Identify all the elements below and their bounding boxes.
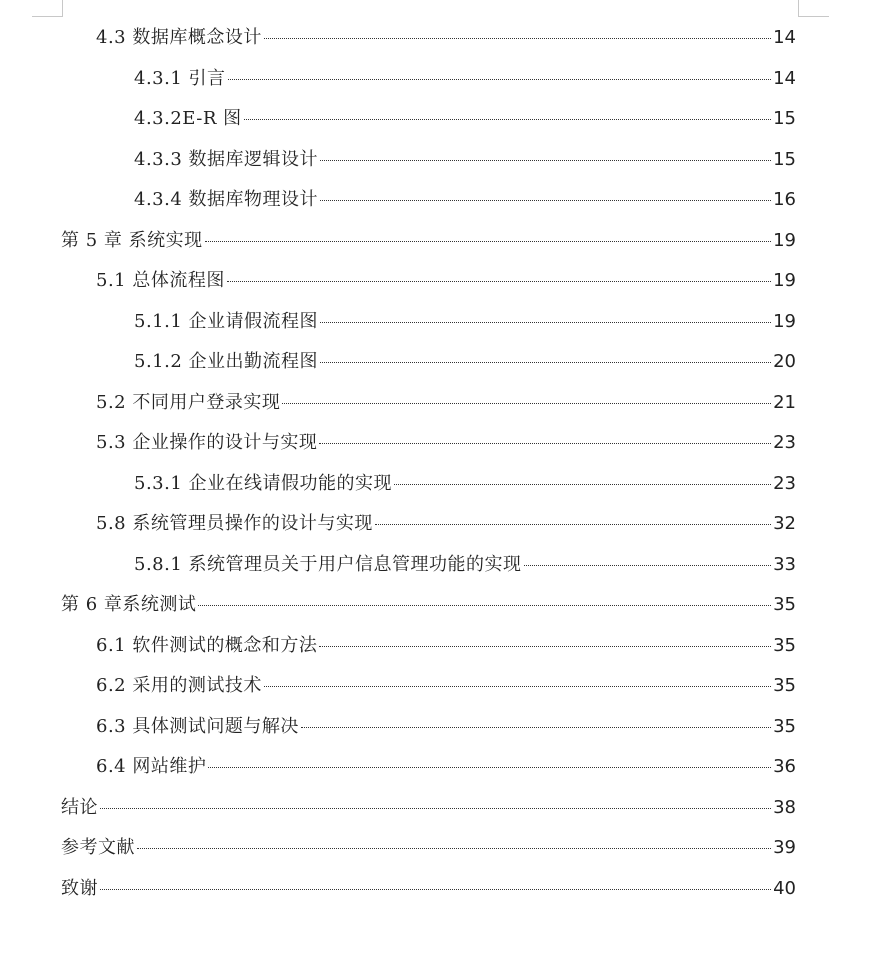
toc-entry-page-number: 19 [773,270,796,291]
toc-entry-title: 5.3 企业操作的设计与实现 [96,432,318,453]
toc-entry-title: 5.2 不同用户登录实现 [96,391,281,413]
toc-entry[interactable] [96,504,796,544]
toc-entry[interactable] [134,180,796,220]
toc-entry[interactable] [134,99,796,139]
toc-entry-page-number: 16 [773,189,796,210]
toc-dot-leader [100,808,771,809]
toc-entry-page-number: 39 [773,837,796,858]
toc-dot-leader [320,160,771,161]
toc-dot-leader [100,889,771,890]
toc-entry-title: 参考文献 [61,837,135,858]
toc-entry[interactable] [96,261,796,301]
toc-entry[interactable] [61,221,796,261]
toc-entry[interactable] [61,869,796,909]
toc-entry-title: 致谢 [61,877,98,899]
toc-dot-leader [198,605,771,606]
toc-entry-title: 4.3 数据库概念设计 [96,27,262,48]
toc-dot-leader [205,241,771,242]
toc-entry[interactable] [134,59,796,99]
toc-dot-leader [227,281,771,282]
toc-entry-page-number: 19 [773,229,796,251]
toc-entry[interactable] [96,707,796,747]
toc-entry-page-number: 14 [773,27,796,48]
toc-entry-page-number: 35 [773,634,796,656]
toc-dot-leader [394,484,771,485]
toc-entry[interactable] [134,302,796,342]
toc-entry-title: 4.3.4 数据库物理设计 [134,189,319,210]
toc-entry[interactable] [61,585,796,625]
toc-entry-page-number: 20 [773,351,796,372]
toc-dot-leader [137,848,771,849]
toc-entry[interactable] [134,545,796,585]
toc-entry[interactable] [96,423,796,463]
crop-mark-top-left [32,0,63,17]
toc-entry-title: 结论 [61,796,98,818]
toc-entry[interactable] [61,828,796,868]
toc-entry-page-number: 33 [773,553,796,575]
toc-dot-leader [319,646,771,647]
toc-entry-title: 6.2 采用的测试技术 [96,675,262,696]
toc-entry-page-number: 14 [773,67,796,89]
toc-dot-leader [282,403,771,404]
toc-entry-title: 5.1.2 企业出勤流程图 [134,351,319,372]
toc-entry[interactable] [134,342,796,382]
toc-entry-page-number: 15 [773,108,796,129]
toc-dot-leader [301,727,771,728]
toc-entry-title: 5.1.1 企业请假流程图 [134,310,319,332]
toc-entry[interactable] [61,788,796,828]
toc-entry-page-number: 15 [773,148,796,170]
toc-entry-title: 4.3.2E-R 图 [134,108,242,129]
toc-dot-leader [320,322,771,323]
toc-entry-title: 5.8 系统管理员操作的设计与实现 [96,513,373,534]
toc-entry-title: 6.4 网站维护 [96,756,207,777]
toc-dot-leader [244,119,771,120]
toc-entry-title: 5.8.1 系统管理员关于用户信息管理功能的实现 [134,553,522,575]
toc-entry-title: 第 6 章系统测试 [61,594,197,615]
toc-entry-page-number: 35 [773,594,796,615]
toc-entry-page-number: 35 [773,715,796,737]
toc-entry[interactable] [96,18,796,58]
toc-dot-leader [208,767,771,768]
toc-entry-page-number: 19 [773,310,796,332]
toc-entry[interactable] [96,747,796,787]
toc-entry-page-number: 23 [773,432,796,453]
toc-entry-title: 4.3.3 数据库逻辑设计 [134,148,319,170]
toc-entry-title: 6.1 软件测试的概念和方法 [96,634,318,656]
toc-entry-page-number: 36 [773,756,796,777]
toc-entry[interactable] [96,383,796,423]
toc-dot-leader [524,565,772,566]
crop-mark-top-right [798,0,829,17]
toc-entry-page-number: 35 [773,675,796,696]
toc-dot-leader [264,38,771,39]
toc-dot-leader [319,443,771,444]
toc-entry-title: 4.3.1 引言 [134,67,226,89]
toc-entry[interactable] [134,140,796,180]
toc-dot-leader [228,79,772,80]
toc-entry-page-number: 40 [773,877,796,899]
toc-entry-page-number: 21 [773,391,796,413]
toc-entry[interactable] [134,464,796,504]
toc-entry-title: 5.3.1 企业在线请假功能的实现 [134,472,393,494]
toc-entry-title: 5.1 总体流程图 [96,270,225,291]
toc-entry-title: 6.3 具体测试问题与解决 [96,715,299,737]
toc-dot-leader [264,686,771,687]
toc-entry-page-number: 38 [773,796,796,818]
toc-entry-page-number: 32 [773,513,796,534]
toc-dot-leader [320,200,771,201]
toc-dot-leader [320,362,771,363]
toc-entry-title: 第 5 章 系统实现 [61,229,203,251]
toc-entry-page-number: 23 [773,472,796,494]
toc-entry[interactable] [96,626,796,666]
toc-entry[interactable] [96,666,796,706]
toc-dot-leader [375,524,771,525]
